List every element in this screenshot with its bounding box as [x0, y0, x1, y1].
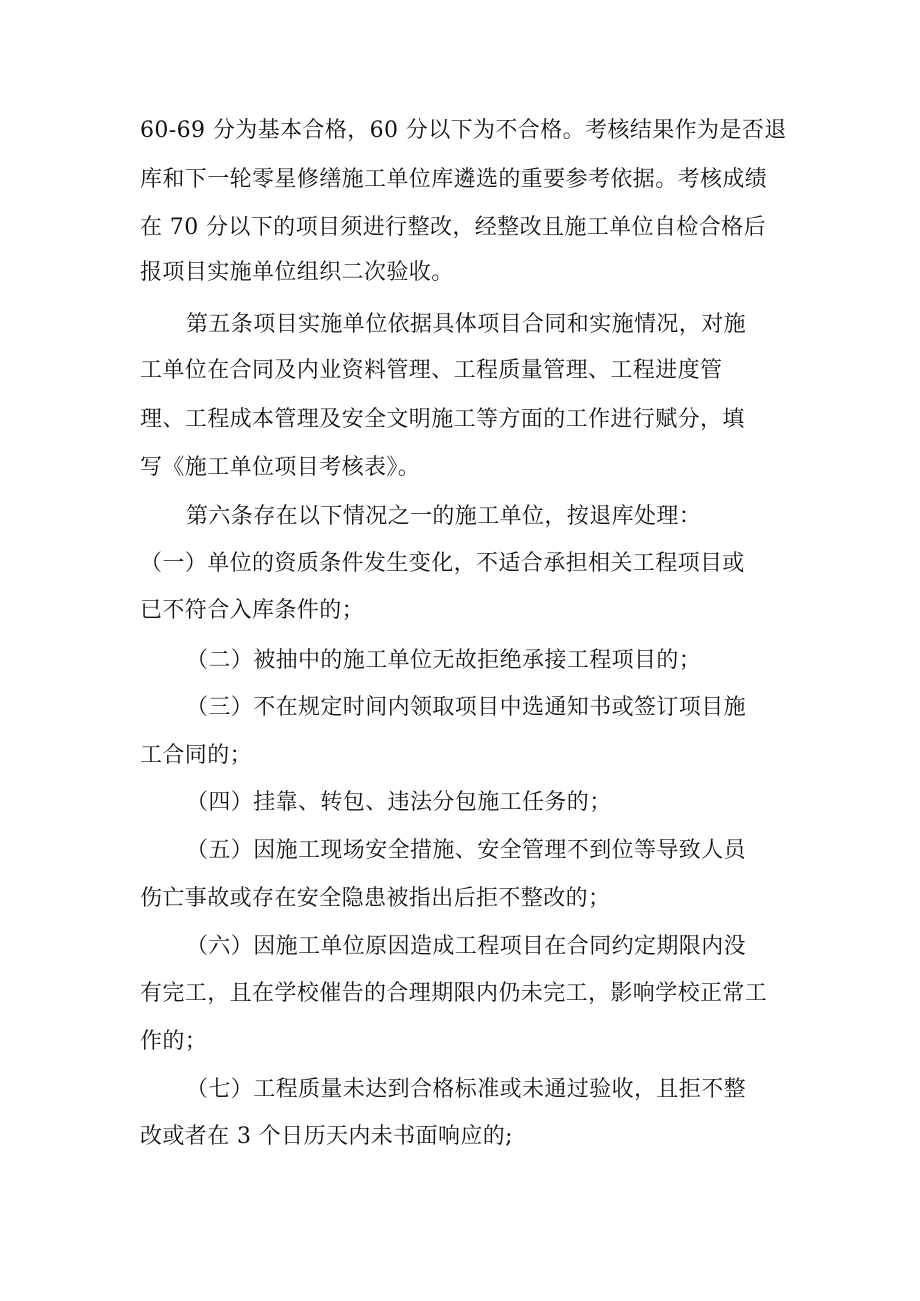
article-6-heading-line: 第六条存在以下情况之一的施工单位，按退库处理： — [186, 504, 702, 529]
item-7-line-1: （七）工程质量未达到合格标准或未通过验收，且拒不整 — [186, 1077, 747, 1102]
item-5-line-2: 伤亡事故或存在安全隐患被指出后拒不整改的； — [140, 886, 611, 911]
item-6-line-1: （六）因施工单位原因造成工程项目在合同约定期限内没 — [186, 934, 747, 959]
item-5-line-1: （五）因施工现场安全措施、安全管理不到位等导致人员 — [186, 838, 747, 863]
item-3-line-1: （三）不在规定时间内领取项目中选通知书或签订项目施 — [186, 695, 747, 720]
text-line-6: 工单位在合同及内业资料管理、工程质量管理、工程进度管 — [140, 358, 723, 383]
item-6-line-3: 作的； — [140, 1029, 208, 1054]
item-7-line-2: 改或者在 3 个日历天内未书面响应的; — [140, 1124, 513, 1149]
item-1-line-2: 已不符合入库条件的； — [140, 598, 365, 623]
text-line-2: 库和下一轮零星修缮施工单位库遴选的重要参考依据。考核成绩 — [140, 167, 768, 192]
item-3-line-2: 工合同的； — [140, 743, 253, 768]
text-line-3: 在 70 分以下的项目须进行整改，经整改且施工单位自检合格后 — [140, 215, 766, 240]
item-6-line-2: 有完工，且在学校催告的合理期限内仍未完工，影响学校正常工 — [140, 981, 768, 1006]
article-5-heading-line: 第五条项目实施单位依据具体项目合同和实施情况，对施 — [186, 312, 747, 337]
text-line-4: 报项目实施单位组织二次验收。 — [140, 260, 454, 285]
text-line-7: 理、工程成本管理及安全文明施工等方面的工作进行赋分，填 — [140, 407, 745, 432]
item-4-line: （四）挂靠、转包、违法分包施工任务的； — [186, 790, 612, 815]
item-2-line: （二）被抽中的施工单位无故拒绝承接工程项目的； — [186, 648, 702, 673]
item-1-line-1: （一）单位的资质条件发生变化，不适合承担相关工程项目或 — [140, 551, 745, 576]
text-line-1: 60-69 分为基本合格，60 分以下为不合格。考核结果作为是否退 — [140, 118, 787, 143]
text-line-8: 写《施工单位项目考核表》。 — [140, 455, 421, 480]
